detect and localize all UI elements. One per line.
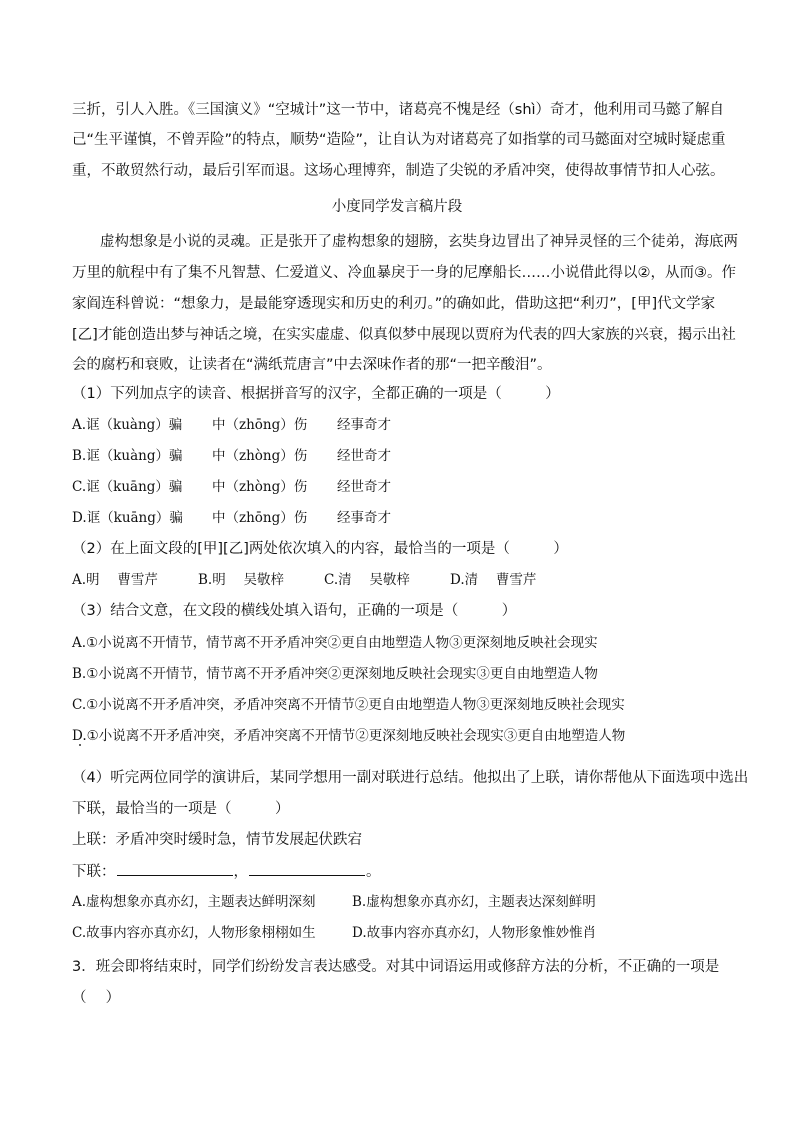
question-1-stem: （1）下列加点字的读音、根据拼音写的汉字，全都正确的一项是（ ） [72,386,560,402]
option-part: 经世奇才 [337,479,391,495]
stray-dot-mark [79,744,81,746]
question-4-options-row-1 [72,892,596,912]
question-5-stem-line-1: 3．班会即将结束时，同学们纷纷发言表达感受。对其中词语运用或修辞方法的分析，不正确的一项是 [72,959,720,975]
question-2-option-b[interactable]: B.明 吴敬梓 [198,572,285,588]
question-1-option-d[interactable] [72,508,391,528]
question-1-option-b[interactable] [72,446,391,466]
speech-paragraph-line: [乙]才能创造出梦与神话之境，在实实虚虚、似真似梦中展现以贾府为代表的四大家族的兴衰，揭示出社 [72,327,736,343]
option-part: 中（zhōng）伤 [212,417,308,433]
option-part: D.诓（kuāng）骗 [72,510,183,526]
intro-line-1: 三折，引人入胜。《三国演义》“空城计”这一节中，诸葛亮不愧是经（shì）奇才，他利用司马懿了解自 [72,102,725,118]
option-part: 中（zhòng）伤 [212,479,308,495]
question-5-stem-line-2: （ ） [72,990,121,1006]
couplet-upper: 上联：矛盾冲突时缓时急，情节发展起伏跌宕 [72,832,362,848]
option-part: 经事奇才 [337,510,391,526]
question-3-option-b[interactable]: B.①小说离不开情节，情节离不开矛盾冲突②更深刻地反映社会现实③更自由地塑造人物 [72,666,598,682]
question-4-stem-line-1: （4）听完两位同学的演讲后，某同学想用一副对联进行总结。他拟出了上联，请你帮他从下面选项中选出 [72,770,749,786]
answer-blank-1[interactable] [117,861,233,876]
intro-line-2: 己“生平谨慎，不曾弄险”的特点，顺势“造险”，让自认为对诸葛亮了如指掌的司马懿面对空城时疑虑重 [72,132,726,148]
couplet-lower-end: 。 [366,864,381,880]
question-3-stem: （3）结合文意，在文段的横线处填入语句，正确的一项是（ ） [72,603,517,619]
question-2-options [72,570,536,590]
question-1-option-c[interactable] [72,477,391,497]
speech-paragraph-line: 万里的航程中有了集不凡智慧、仁爱道义、冷血暴戾于一身的尼摩船长……小说借此得以②，从而③。作 [72,265,736,281]
couplet-lower-label: 下联： [72,864,116,880]
option-part: 中（zhòng）伤 [212,448,308,464]
speech-paragraph-line: 家阎连科曾说：“想象力，是最能穿透现实和历史的利刃。”的确如此，借助这把“利刃”，[甲]代文学家 [72,296,716,312]
option-part: B.诓（kuàng）骗 [72,448,183,464]
speech-title: 小度同学发言稿片段 [331,199,463,215]
couplet-lower [72,861,381,882]
option-part: 经世奇才 [337,448,391,464]
question-4-stem-line-2: 下联，最恰当的一项是（ ） [72,801,290,817]
question-4-options-row-2 [72,923,596,943]
question-2-option-c[interactable]: C.清 吴敬梓 [324,572,410,588]
option-part: C.诓（kuāng）骗 [72,479,183,495]
question-2-stem: （2）在上面文段的[甲][乙]两处依次填入的内容，最恰当的一项是（ ） [72,541,568,557]
question-4-option-b[interactable]: B.虚构想象亦真亦幻，主题表达深刻鲜明 [352,894,596,910]
speech-paragraph-line: 会的腐朽和衰败，让读者在“满纸荒唐言”中去深味作者的那“一把辛酸泪”。 [72,357,552,373]
question-3-option-d[interactable]: D.①小说离不开矛盾冲突，矛盾冲突离不开情节②更深刻地反映社会现实③更自由地塑造人物 [72,728,626,744]
question-3-option-c[interactable]: C.①小说离不开矛盾冲突，矛盾冲突离不开情节②更自由地塑造人物③更深刻地反映社会现实 [72,697,625,713]
option-part: 中（zhōng）伤 [212,510,308,526]
speech-paragraph-line: 虚构想象是小说的灵魂。正是张开了虚构想象的翅膀，玄奘身边冒出了神异灵怪的三个徒弟，海底两 [100,234,738,250]
couplet-lower-sep: ， [233,864,248,880]
question-4-option-c[interactable]: C.故事内容亦真亦幻，人物形象栩栩如生 [72,925,316,941]
question-2-option-d[interactable]: D.清 曹雪芹 [450,572,537,588]
intro-line-3: 重，不敢贸然行动，最后引军而退。这场心理博弈，制造了尖锐的矛盾冲突，使得故事情节扣人心弦。 [72,163,725,179]
question-3-option-a[interactable]: A.①小说离不开情节，情节离不开矛盾冲突②更自由地塑造人物③更深刻地反映社会现实 [72,635,598,651]
question-4-option-d[interactable]: D.故事内容亦真亦幻，人物形象惟妙惟肖 [352,925,597,941]
option-part: A.诓（kuàng）骗 [72,417,183,433]
question-1-option-a[interactable] [72,415,391,435]
answer-blank-2[interactable] [249,861,365,876]
option-part: 经事奇才 [337,417,391,433]
question-2-option-a[interactable]: A.明 曹雪芹 [72,572,158,588]
question-4-option-a[interactable]: A.虚构想象亦真亦幻，主题表达鲜明深刻 [72,894,316,910]
